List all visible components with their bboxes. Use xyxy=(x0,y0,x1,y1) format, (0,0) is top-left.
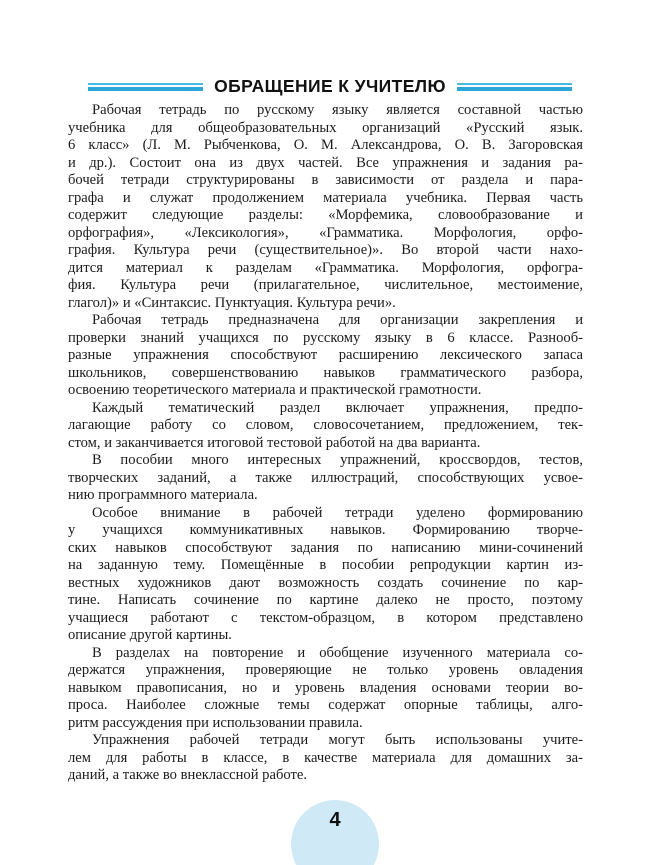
paragraph xyxy=(68,732,583,785)
text-line: освоению теоретического материала и практической грамотности. xyxy=(68,382,482,398)
text-line: глагол)» и «Синтаксис. Пунктуация. Культура речи». xyxy=(68,294,396,311)
text-line: 6 класс» (Л. М. Рыбченкова, О. М. Александрова, О. В. Загоровская xyxy=(68,137,583,153)
text-line: и др.). Состоит она из двух частей. Все упражнения и задания ра- xyxy=(68,154,583,171)
paragraph xyxy=(68,645,583,733)
text-line: Рабочая тетрадь предназначена для организации закрепления и xyxy=(92,312,583,328)
text-line: Упражнения рабочей тетради могут быть использованы учите- xyxy=(92,732,583,748)
text-line: Каждый тематический раздел включает упражнения, предпо- xyxy=(92,399,583,416)
text-line: бочей тетради структурированы в зависимости от раздела и пара- xyxy=(68,172,583,188)
text-line: учебника для общеобразовательных организаций «Русский язык. xyxy=(68,119,583,136)
text-line: лагающие работу со словом, словосочетанием, предложением, тек- xyxy=(68,417,583,433)
paragraph xyxy=(68,505,583,645)
text-line: стом, и заканчивается итоговой тестовой работой на два варианта. xyxy=(68,434,481,451)
text-line: школьников, совершенствованию навыков грамматического разбора, xyxy=(68,364,583,381)
text-line: дится материал к разделам «Грамматика. Морфология, орфогра- xyxy=(68,259,583,276)
text-line: у учащихся коммуникативных навыков. Формированию творче- xyxy=(68,522,583,538)
paragraph xyxy=(68,102,583,312)
text-line: учащиеся работают с текстом-образцом, в котором представлено xyxy=(68,609,583,626)
text-line: на заданную тему. Помещённые в пособии репродукции картин из- xyxy=(68,557,583,573)
text-line: держатся упражнения, проверяющие не только уровень овладения xyxy=(68,662,583,678)
text-line: творческих заданий, а также иллюстраций, способствующих усвое- xyxy=(68,469,583,486)
text-line: проса. Наиболее сложные темы содержат опорные таблицы, алго- xyxy=(68,697,583,713)
left-decorative-rule xyxy=(88,83,203,91)
text-line: графия. Культура речи (существительное)». Во второй части нахо- xyxy=(68,242,583,258)
text-line: нию программного материала. xyxy=(68,487,258,503)
text-line: даний, а также во внеклассной работе. xyxy=(68,767,307,783)
paragraph xyxy=(68,400,583,453)
paragraph xyxy=(68,312,583,400)
text-line: вестных художников дают возможность создать сочинение по кар- xyxy=(68,574,583,591)
text-line: разные упражнения способствуют расширению лексического запаса xyxy=(68,347,583,363)
text-line: В разделах на повторение и обобщение изученного материала со- xyxy=(92,644,583,661)
text-line: лем для работы в классе, в качестве материала для домашних за- xyxy=(68,749,583,766)
section-header xyxy=(88,76,572,97)
text-line: В пособии много интересных упражнений, кроссвордов, тестов, xyxy=(92,452,583,468)
text-line: ских навыков способствуют задания по написанию мини-сочинений xyxy=(68,539,583,556)
text-line: навыком правописания, но и уровень владения основами теории во- xyxy=(68,679,583,696)
text-line: содержит следующие разделы: «Морфемика, словообразование и xyxy=(68,207,583,223)
page-number: 4 xyxy=(329,809,341,831)
text-line: графа и служат продолжением материала учебника. Первая часть xyxy=(68,189,583,206)
page-title: ОБРАЩЕНИЕ К УЧИТЕЛЮ xyxy=(214,76,446,96)
text-line: орфография», «Лексикология», «Грамматика. Морфология, орфо- xyxy=(68,224,583,241)
right-decorative-rule xyxy=(457,83,572,91)
text-line: Особое внимание в рабочей тетради уделено формированию xyxy=(92,504,583,521)
paragraph xyxy=(68,452,583,505)
text-line: описание другой картины. xyxy=(68,627,232,643)
text-line: проверки знаний учащихся по русскому языку в 6 классе. Разнооб- xyxy=(68,329,583,346)
text-line: Рабочая тетрадь по русскому языку является составной частью xyxy=(92,102,583,118)
page-number-badge xyxy=(291,800,379,865)
text-line: фия. Культура речи (прилагательное, числительное, местоимение, xyxy=(68,277,583,293)
body-text xyxy=(68,102,583,785)
text-line: ритм рассуждения при использовании правила. xyxy=(68,714,363,731)
text-line: тине. Написать сочинение по картине далеко не просто, поэтому xyxy=(68,592,583,608)
